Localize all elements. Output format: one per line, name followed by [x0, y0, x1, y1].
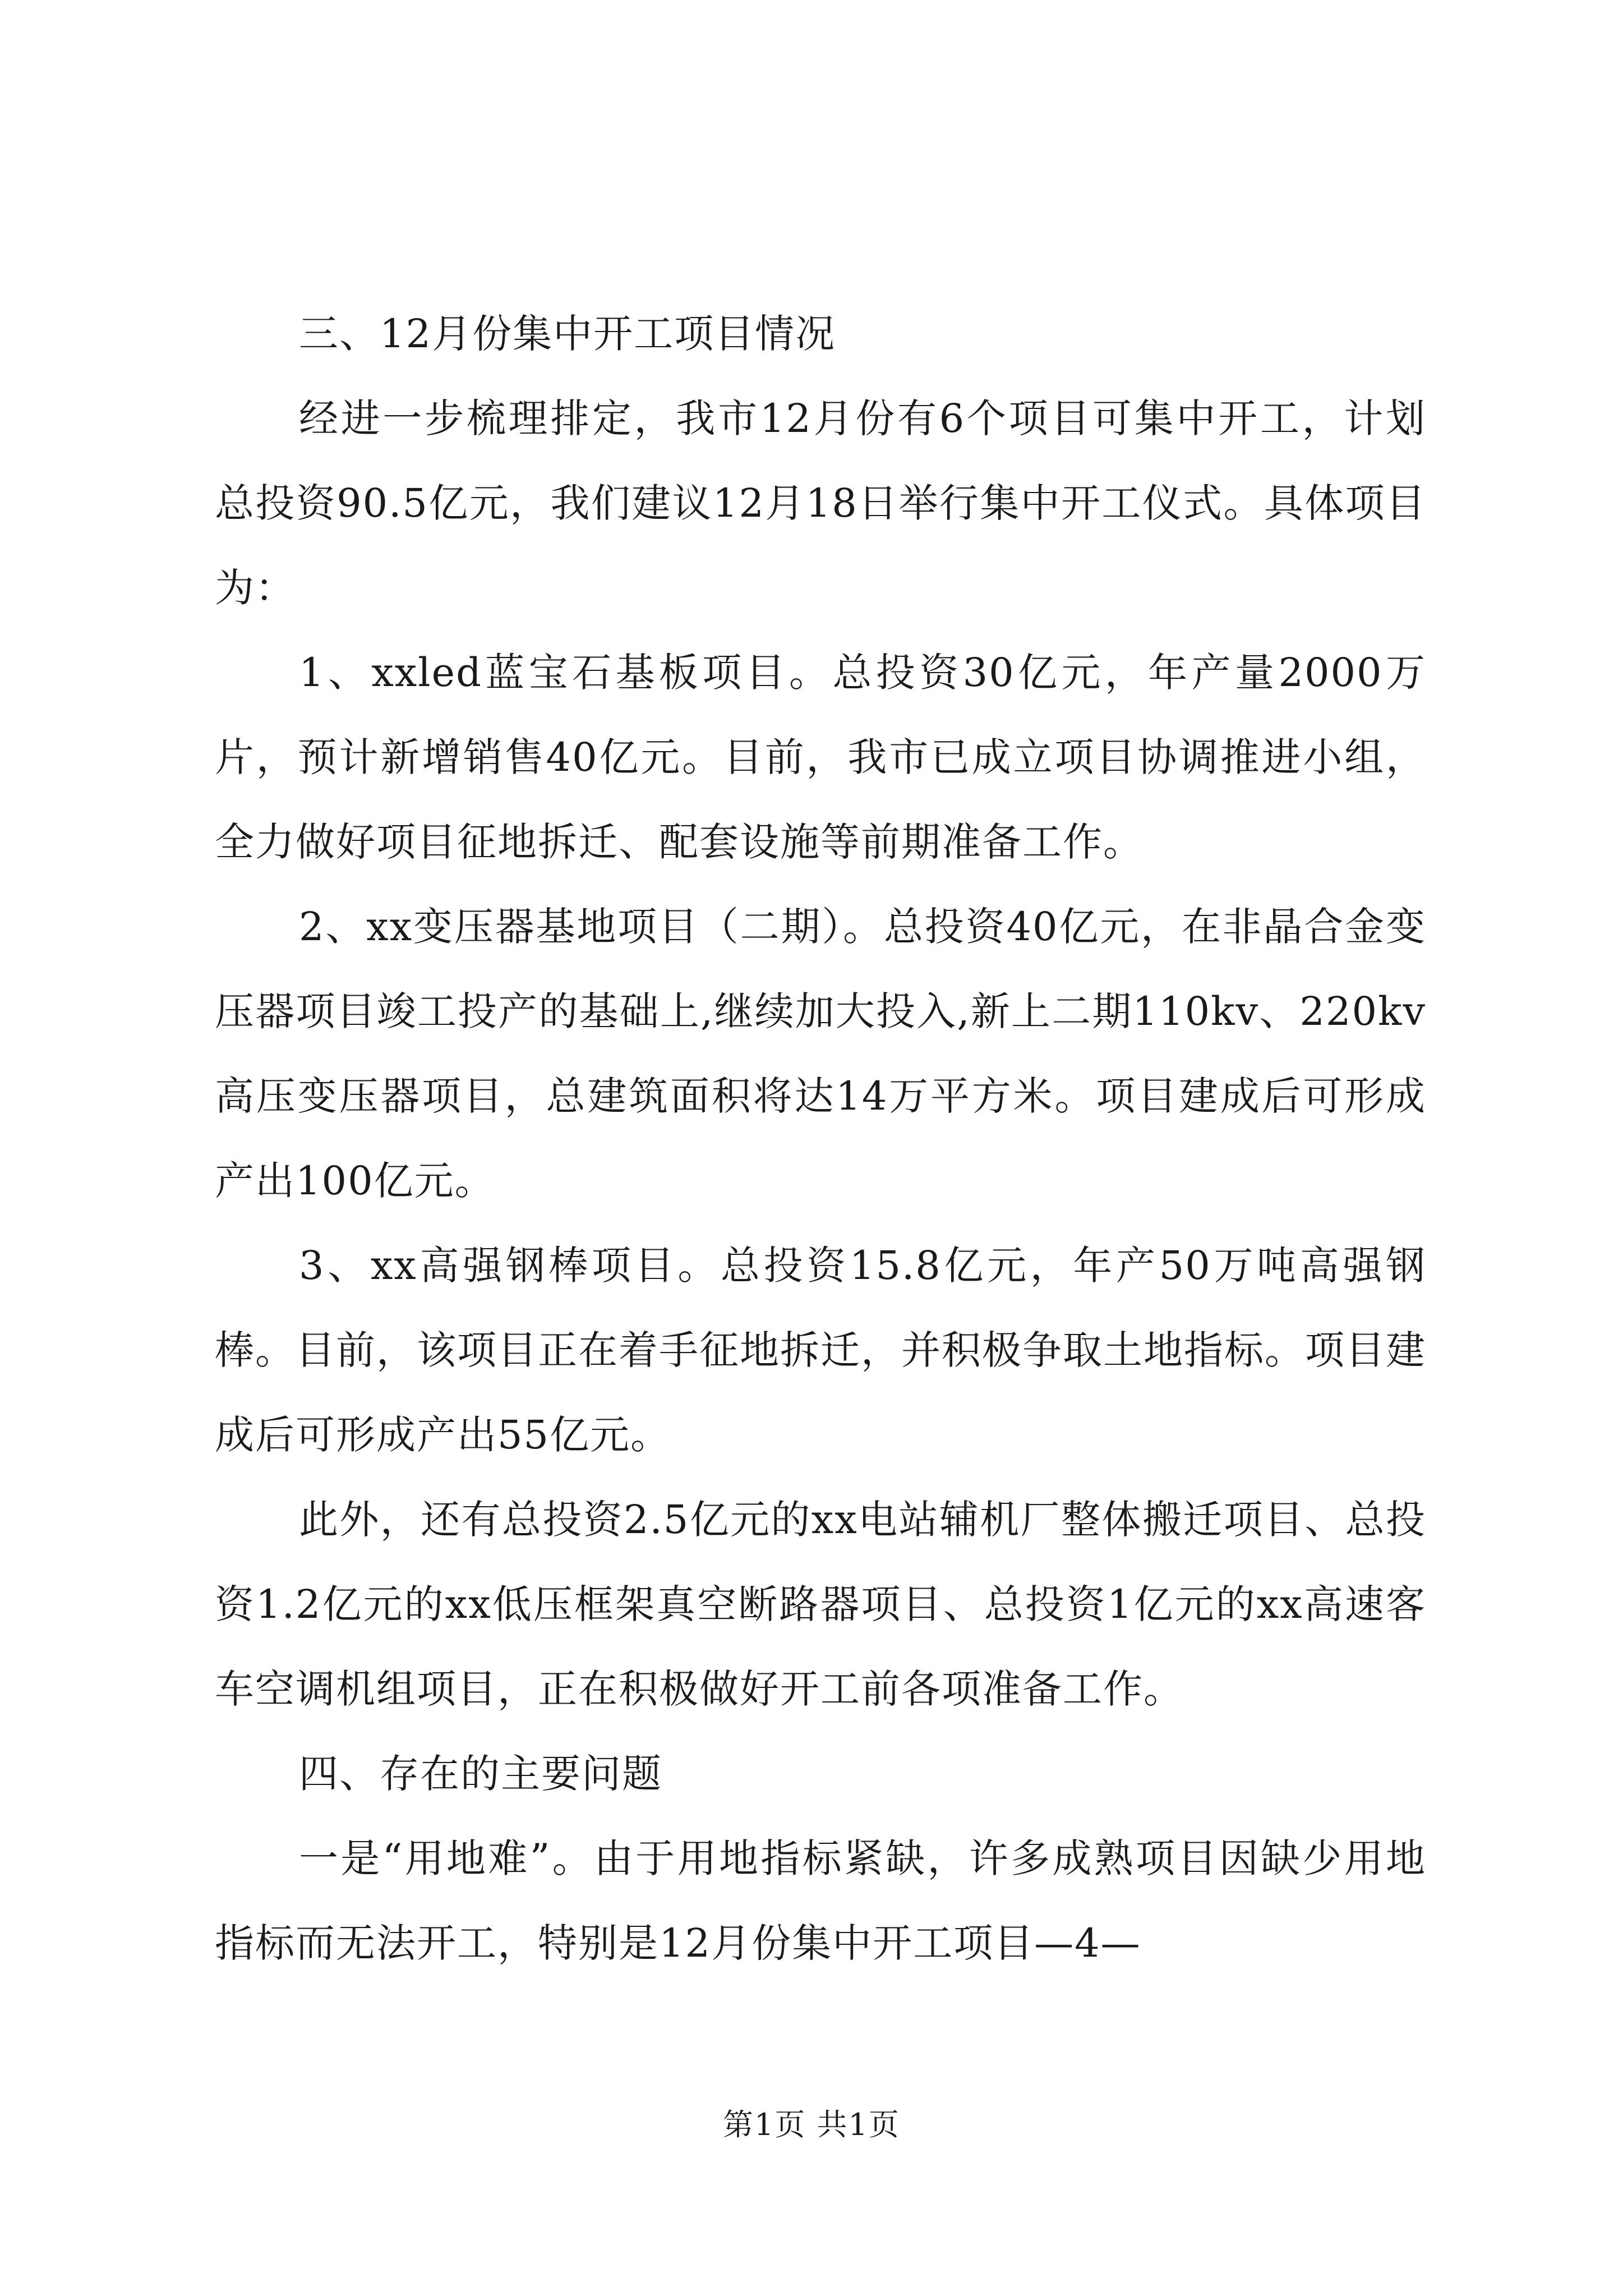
paragraph-project-2: 2、xx变压器基地项目（二期）。总投资40亿元，在非晶合金变压器项目竣工投产的基础上,继续加大投入,新上二期110kv、220kv高压变压器项目，总建筑面积将达14万平方米。项目建成后可形成产出100亿元。 — [215, 904, 1426, 1204]
section-heading-3: 三、12月份集中开工项目情况 — [299, 311, 836, 357]
paragraph-other-projects: 此外，还有总投资2.5亿元的xx电站辅机厂整体搬迁项目、总投资1.2亿元的xx低压框架真空断路器项目、总投资1亿元的xx高速客车空调机组项目，正在积极做好开工前各项准备工作。 — [215, 1497, 1426, 1712]
page-footer: 第1页 共1页 — [723, 2107, 900, 2142]
document-body — [215, 292, 1426, 1986]
paragraph-problem-1: 一是“用地难”。由于用地指标紧缺，许多成熟项目因缺少用地指标而无法开工，特别是12月份集中开工项目—4— — [215, 1835, 1426, 1966]
paragraph-overview: 经进一步梳理排定，我市12月份有6个项目可集中开工，计划总投资90.5亿元，我们建议12月18日举行集中开工仪式。具体项目为： — [215, 395, 1426, 611]
paragraph-project-1: 1、xxled蓝宝石基板项目。总投资30亿元，年产量2000万片，预计新增销售40亿元。目前，我市已成立项目协调推进小组，全力做好项目征地拆迁、配套设施等前期准备工作。 — [215, 650, 1426, 865]
section-heading-4: 四、存在的主要问题 — [299, 1751, 662, 1797]
paragraph-project-3: 3、xx高强钢棒项目。总投资15.8亿元，年产50万吨高强钢棒。目前，该项目正在着手征地拆迁，并积极争取土地指标。项目建成后可形成产出55亿元。 — [215, 1243, 1426, 1458]
